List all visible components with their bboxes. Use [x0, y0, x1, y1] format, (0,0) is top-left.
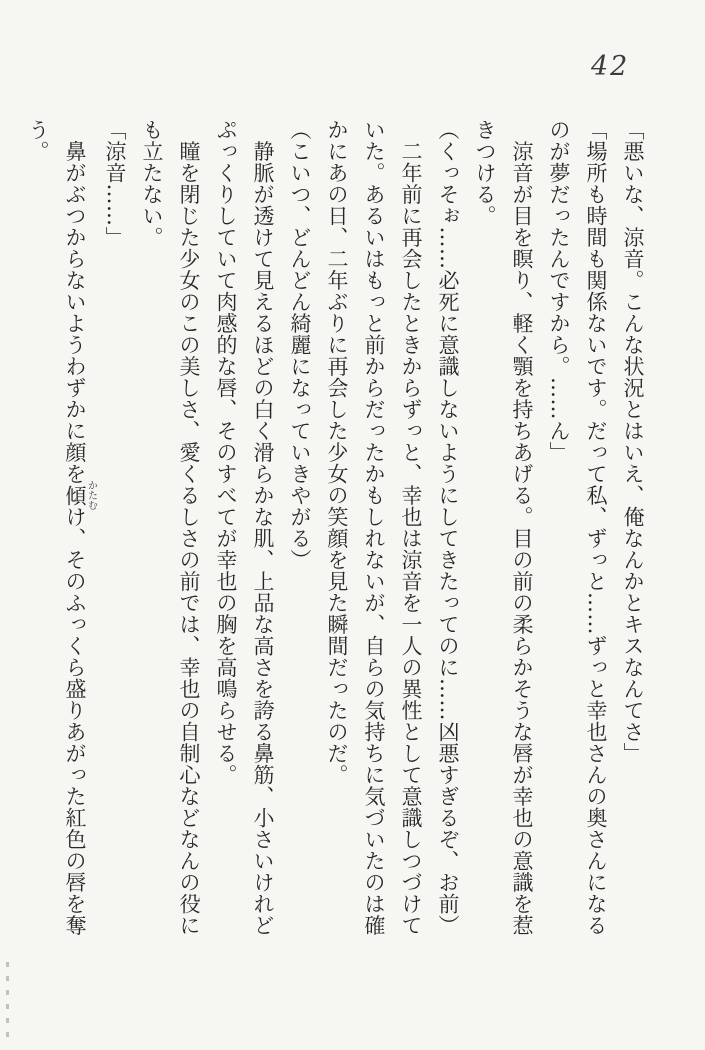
text-column: きつける。: [473, 119, 497, 227]
ruby-text: かたむ: [85, 480, 97, 511]
text-block: [19, 119, 651, 941]
text-column: 涼音が目を瞑り、軽く顎を持ちあげる。目の前の柔らかそうな唇が幸也の意識を惹: [510, 119, 534, 936]
text-column: かにあの日、二年ぶりに再会した少女の笑顔を見た瞬間だったのだ。: [325, 119, 349, 786]
page-number: 42: [591, 51, 630, 82]
text-column: いた。あるいはもっと前からだったかもしれないが、自らの気持ちに気づいたのは確: [362, 119, 386, 936]
text-column: （くっそぉ……必死に意識しないようにしてきたってのに……凶悪すぎるぞ、お前）: [436, 119, 460, 936]
text-column: 「悪いな、涼音。こんな状況とはいえ、俺なんかとキスなんてさ」: [621, 119, 645, 764]
ruby-base: 傾: [63, 480, 87, 511]
furigana-ruby: [63, 480, 97, 511]
text-column: 瞳を閉じた少女のこの美しさ、愛くるしさの前では、幸也の自制心などなんの役に: [177, 119, 201, 936]
text-column: 「場所も時間も関係ないです。だって私、ずっと……ずっと幸也さんの奥さんになる: [584, 119, 608, 936]
scan-artifact: [6, 962, 9, 1042]
text-column: ぷっくりしていて肉感的な唇、そのすべてが幸也の胸を高鳴らせる。: [214, 119, 238, 786]
text-column: も立たない。: [140, 119, 164, 248]
text-column-with-furigana: [56, 119, 96, 941]
text-column: のが夢だったんですから。……ん」: [547, 119, 571, 463]
text-column: 二年前に再会したときからずっと、幸也は涼音を一人の異性として意識しつづけて: [399, 119, 423, 936]
text-column: 静脈が透けて見えるほどの白く滑らかな肌、上品な高さを誇る鼻筋、小さいけれど: [251, 119, 275, 936]
text-column: （こいつ、どんどん綺麗になっていきやがる）: [288, 119, 312, 571]
text-column: う。: [26, 119, 50, 162]
text-column: 「涼音……」: [103, 119, 127, 248]
text-segment: け、そのふっくら盛りあがった紅色の唇を奪: [63, 506, 87, 936]
text-segment: 鼻がぶつからないようわずかに顔を: [63, 119, 87, 485]
